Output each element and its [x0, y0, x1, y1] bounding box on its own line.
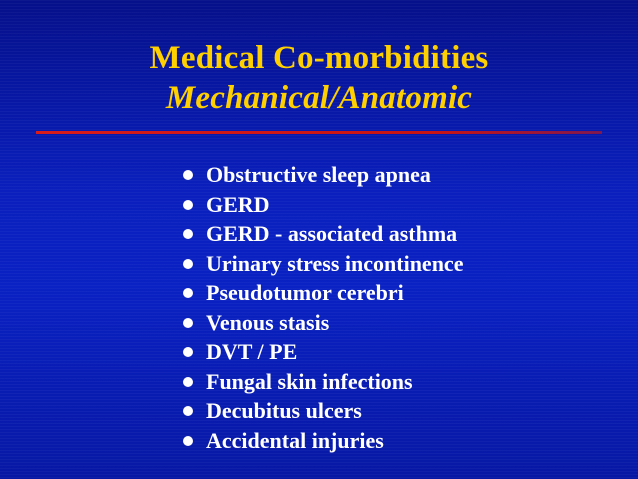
bullet-dot-icon — [183, 406, 193, 416]
bullet-text: Urinary stress incontinence — [206, 250, 464, 276]
bullet-dot-icon — [183, 318, 193, 328]
bullet-text: Pseudotumor cerebri — [206, 280, 404, 305]
bullet-item — [183, 278, 463, 308]
bullet-text: GERD — [206, 191, 270, 217]
title-divider — [36, 131, 602, 134]
bullet-dot-icon — [183, 347, 193, 357]
bullet-text: Obstructive sleep apnea — [206, 162, 431, 187]
bullet-text: DVT / PE — [206, 339, 298, 364]
bullet-item — [183, 249, 463, 279]
bullet-item — [183, 160, 463, 190]
bullet-dot-icon — [183, 200, 193, 210]
slide-title — [0, 38, 638, 118]
bullet-dot-icon — [183, 259, 193, 269]
bullet-text: GERD - associated asthma — [206, 221, 458, 246]
bullet-text: Venous stasis — [206, 309, 330, 335]
title-line-1: Medical Co-morbidities — [149, 40, 489, 76]
bullet-dot-icon — [183, 377, 193, 387]
bullet-item — [183, 367, 463, 397]
bullet-text: Decubitus ulcers — [206, 398, 362, 423]
bullet-text: Fungal skin infections — [206, 368, 413, 394]
bullet-dot-icon — [183, 229, 193, 239]
bullet-item — [183, 337, 463, 367]
bullet-text: Accidental injuries — [206, 427, 384, 453]
bullet-list — [183, 160, 463, 455]
title-line-2: Mechanical/Anatomic — [165, 80, 473, 116]
bullet-item — [183, 190, 463, 220]
bullet-item — [183, 308, 463, 338]
bullet-item — [183, 426, 463, 456]
bullet-dot-icon — [183, 288, 193, 298]
bullet-item — [183, 396, 463, 426]
bullet-dot-icon — [183, 170, 193, 180]
bullet-dot-icon — [183, 436, 193, 446]
bullet-item — [183, 219, 463, 249]
